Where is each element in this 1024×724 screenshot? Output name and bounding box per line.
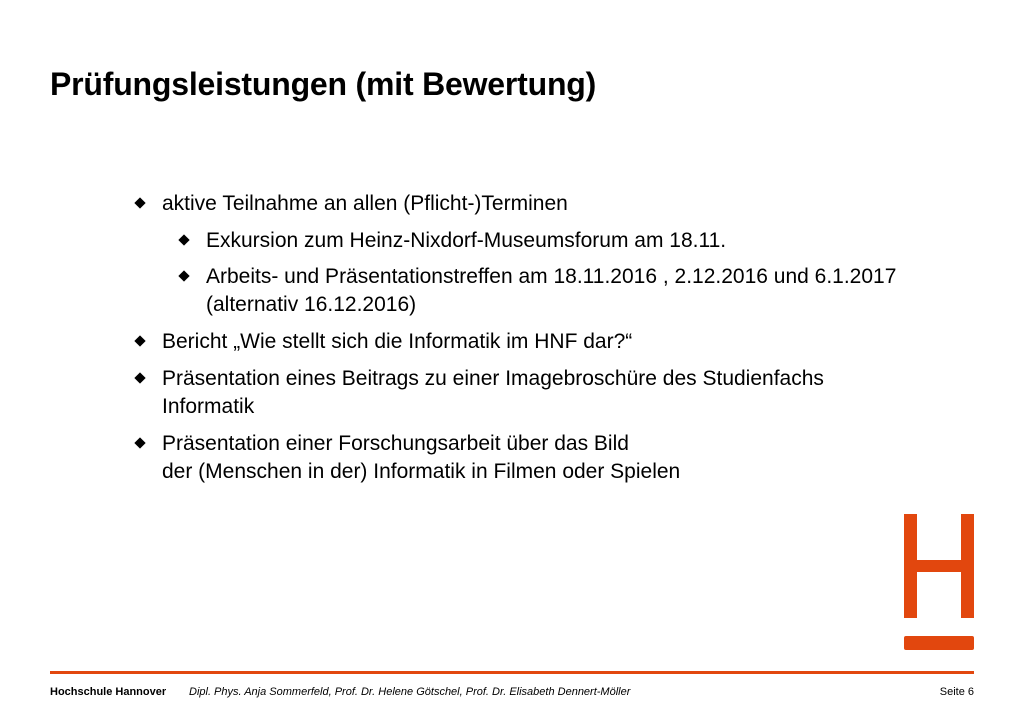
sub-bullet-item <box>206 263 1006 319</box>
diamond-bullet-icon <box>180 236 189 245</box>
bullet-item <box>162 430 992 486</box>
diamond-bullet-icon <box>136 337 145 346</box>
bullet-text-line: Arbeits- und Präsentationstreffen am 18.11.2016 , 2.12.2016 und 6.1.2017 <box>206 265 897 288</box>
bullet-text-line: Präsentation eines Beitrags zu einer Imagebroschüre des Studienfachs <box>162 367 824 390</box>
slide-title: Prüfungsleistungen (mit Bewertung) <box>50 66 597 102</box>
sub-bullet-item <box>206 227 1006 255</box>
page-number: Seite 6 <box>939 686 974 698</box>
hochschule-hannover-logo <box>904 514 974 652</box>
bullet-item <box>162 190 992 218</box>
bullet-text: aktive Teilnahme an allen (Pflicht-)Terminen <box>162 192 568 215</box>
bullet-text-line: der (Menschen in der) Informatik in Filmen oder Spielen <box>162 460 681 483</box>
diamond-bullet-icon <box>136 439 145 448</box>
footer-authors: Dipl. Phys. Anja Sommerfeld, Prof. Dr. Helene Götschel, Prof. Dr. Elisabeth Dennert-Möller <box>189 686 631 698</box>
footer-school: Hochschule Hannover <box>50 686 167 698</box>
diamond-bullet-icon <box>180 272 189 281</box>
bullet-text-line: Informatik <box>162 395 255 418</box>
footer-divider <box>50 671 974 674</box>
bullet-text: Bericht „Wie stellt sich die Informatik im HNF dar?“ <box>162 330 633 353</box>
bullet-text-line: (alternativ 16.12.2016) <box>206 293 417 316</box>
bullet-item <box>162 328 992 356</box>
bullet-text: Exkursion zum Heinz-Nixdorf-Museumsforum am 18.11. <box>206 229 727 252</box>
diamond-bullet-icon <box>136 199 145 208</box>
bullet-text-line: Präsentation einer Forschungsarbeit über das Bild <box>162 432 629 455</box>
bullet-item <box>162 365 992 421</box>
diamond-bullet-icon <box>136 374 145 383</box>
